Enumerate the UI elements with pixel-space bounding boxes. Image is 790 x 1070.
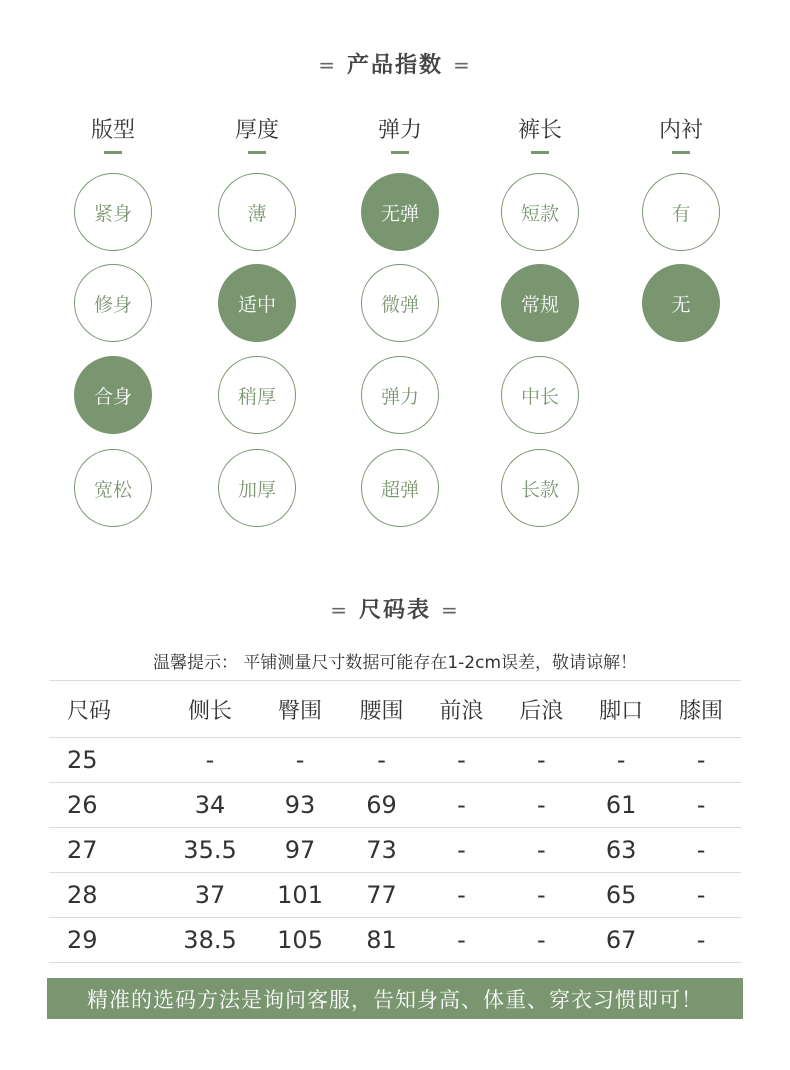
- title-dash-left: =: [330, 598, 349, 622]
- size-table-cell: 27: [49, 828, 162, 873]
- size-table-header-cell: 前浪: [421, 681, 501, 738]
- size-table-header-cell: 尺码: [49, 681, 162, 738]
- size-table-cell: -: [162, 738, 259, 783]
- size-table: [49, 680, 741, 963]
- title-dash-left: =: [318, 53, 337, 77]
- title-dash-right: =: [453, 53, 472, 77]
- size-table-header-cell: 腰围: [342, 681, 422, 738]
- index-column-underline: [531, 151, 549, 154]
- size-table-cell: 101: [259, 873, 342, 918]
- size-table-header-cell: 脚口: [581, 681, 661, 738]
- index-option-bubble: 微弹: [361, 264, 439, 342]
- size-table-cell: 77: [342, 873, 422, 918]
- size-table-cell: -: [501, 783, 581, 828]
- product-index-title-text: 产品指数: [346, 53, 443, 78]
- index-column-underline: [248, 151, 266, 154]
- size-table-cell: -: [661, 783, 741, 828]
- index-column-label: 版型: [90, 118, 135, 143]
- table-row: [49, 918, 741, 963]
- size-table-header-cell: 臀围: [259, 681, 342, 738]
- index-column-underline: [672, 151, 690, 154]
- size-table-cell: 73: [342, 828, 422, 873]
- size-table-cell: 63: [581, 828, 661, 873]
- size-table-cell: 93: [259, 783, 342, 828]
- size-table-cell: 29: [49, 918, 162, 963]
- title-dash-right: =: [441, 598, 460, 622]
- size-table-cell: 25: [49, 738, 162, 783]
- size-table-cell: -: [421, 738, 501, 783]
- index-column-header: [53, 116, 173, 154]
- size-table-cell: 105: [259, 918, 342, 963]
- size-table-cell: 69: [342, 783, 422, 828]
- index-option-bubble: 薄: [218, 173, 296, 251]
- size-table-cell: 37: [162, 873, 259, 918]
- index-option-bubble: 宽松: [74, 449, 152, 527]
- table-row: [49, 783, 741, 828]
- size-table-header-row: [49, 681, 741, 738]
- size-table-cell: -: [421, 828, 501, 873]
- size-table-cell: 97: [259, 828, 342, 873]
- index-column-header: [480, 116, 600, 154]
- size-table-cell: -: [581, 738, 661, 783]
- index-option-bubble: 短款: [501, 173, 579, 251]
- size-table-cell: -: [259, 738, 342, 783]
- index-column-label: 内衬: [658, 118, 703, 143]
- index-column-label: 厚度: [234, 118, 279, 143]
- index-option-bubble: 适中: [218, 264, 296, 342]
- size-table-cell: 65: [581, 873, 661, 918]
- index-option-bubble: 常规: [501, 264, 579, 342]
- index-column-underline: [104, 151, 122, 154]
- table-row: [49, 828, 741, 873]
- size-table-header-cell: 侧长: [162, 681, 259, 738]
- measurement-tip: 温馨提示： 平铺测量尺寸数据可能存在1-2cm误差，敬请谅解！: [152, 653, 638, 673]
- size-table-cell: -: [501, 918, 581, 963]
- size-table-cell: -: [661, 873, 741, 918]
- size-chart-title-text: 尺码表: [358, 598, 431, 623]
- size-advice-banner: 精准的选码方法是询问客服，告知身高、体重、穿衣习惯即可！: [47, 978, 743, 1019]
- size-table-cell: -: [501, 738, 581, 783]
- index-column-underline: [391, 151, 409, 154]
- size-table-cell: 28: [49, 873, 162, 918]
- size-table-body: [49, 738, 741, 963]
- index-column-header: [621, 116, 741, 154]
- index-option-bubble: 超弹: [361, 449, 439, 527]
- size-table-cell: -: [501, 828, 581, 873]
- index-option-bubble: 无: [642, 264, 720, 342]
- index-column-header: [197, 116, 317, 154]
- index-option-bubble: 修身: [74, 264, 152, 342]
- index-option-bubble: 紧身: [74, 173, 152, 251]
- table-row: [49, 873, 741, 918]
- size-table-cell: -: [661, 918, 741, 963]
- size-table-cell: -: [421, 873, 501, 918]
- table-row: [49, 738, 741, 783]
- product-index-title: [0, 48, 790, 79]
- index-column-label: 裤长: [517, 118, 562, 143]
- size-chart-title: [0, 593, 790, 624]
- size-table-header-cell: 后浪: [501, 681, 581, 738]
- size-table-cell: -: [501, 873, 581, 918]
- index-option-bubble: 无弹: [361, 173, 439, 251]
- index-option-bubble: 有: [642, 173, 720, 251]
- index-option-bubble: 长款: [501, 449, 579, 527]
- size-table-cell: 38.5: [162, 918, 259, 963]
- size-table-cell: -: [661, 738, 741, 783]
- index-option-bubble: 弹力: [361, 356, 439, 434]
- size-table-header-cell: 膝围: [661, 681, 741, 738]
- size-table-cell: 34: [162, 783, 259, 828]
- size-table-cell: 35.5: [162, 828, 259, 873]
- index-option-bubble: 稍厚: [218, 356, 296, 434]
- index-column-header: [340, 116, 460, 154]
- index-option-bubble: 加厚: [218, 449, 296, 527]
- index-option-bubble: 合身: [74, 356, 152, 434]
- index-option-bubble: 中长: [501, 356, 579, 434]
- size-table-cell: 61: [581, 783, 661, 828]
- size-table-cell: -: [342, 738, 422, 783]
- size-table-cell: 67: [581, 918, 661, 963]
- size-table-cell: -: [421, 783, 501, 828]
- size-table-cell: -: [421, 918, 501, 963]
- size-table-cell: 81: [342, 918, 422, 963]
- index-column-label: 弹力: [377, 118, 422, 143]
- size-table-cell: 26: [49, 783, 162, 828]
- size-table-cell: -: [661, 828, 741, 873]
